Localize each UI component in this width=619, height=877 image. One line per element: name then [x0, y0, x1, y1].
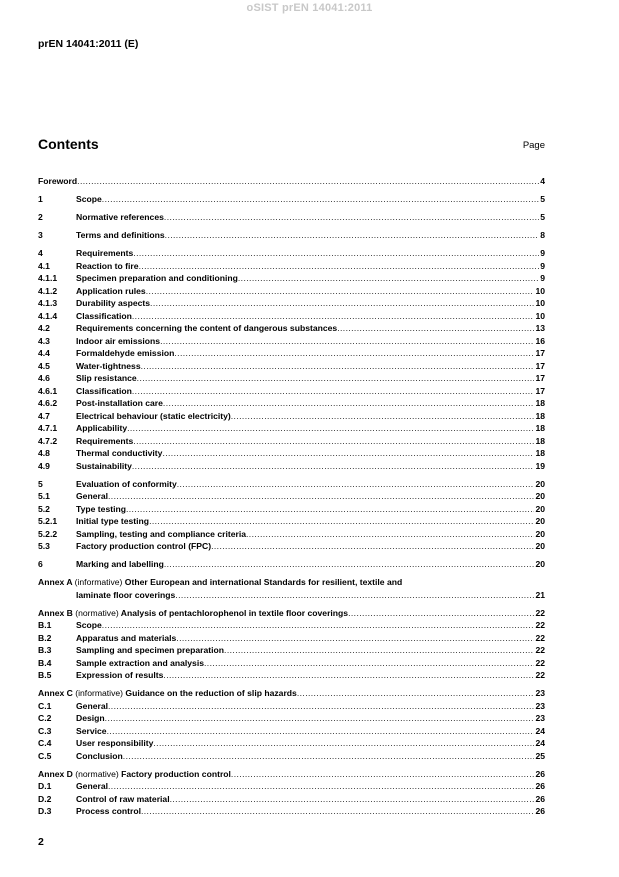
toc-page-number: 17 — [535, 385, 545, 396]
toc-entry[interactable] — [38, 385, 545, 398]
toc-entry[interactable] — [38, 657, 545, 670]
toc-entry[interactable] — [38, 750, 545, 763]
toc-page-number: 20 — [535, 541, 545, 551]
toc-entry-number: 4.7.1 — [38, 423, 58, 433]
toc-page-number: 22 — [535, 632, 545, 643]
toc-entry-title: Application rules — [76, 285, 146, 296]
toc-entry-number: 4.7 — [38, 410, 50, 421]
toc-entry-number: 5 — [38, 478, 43, 489]
toc-page-number: 17 — [535, 348, 545, 358]
dot-leader — [139, 260, 540, 273]
toc-entry-number: 5.3 — [38, 541, 50, 551]
toc-entry[interactable] — [38, 372, 545, 385]
toc-page-number: 18 — [535, 410, 545, 421]
toc-entry-title: Scope — [76, 620, 102, 630]
toc-page-number: 22 — [535, 657, 545, 668]
toc-entry[interactable] — [38, 607, 545, 620]
toc-entry-title: Sustainability — [76, 460, 132, 471]
toc-entry[interactable] — [38, 768, 545, 781]
toc-page-number: 19 — [535, 460, 545, 471]
toc-entry-number: 4.3 — [38, 335, 50, 346]
toc-entry-title: Requirements — [76, 248, 134, 258]
annex-title: Other European and international Standards for resilient, textile and — [124, 577, 403, 587]
toc-entry[interactable] — [38, 410, 545, 423]
toc-page-number: 5 — [540, 194, 545, 204]
toc-entry[interactable] — [38, 322, 545, 335]
toc-page-number: 13 — [535, 323, 545, 333]
toc-entry-number: C.5 — [38, 750, 52, 761]
toc-entry-title: General — [76, 491, 109, 501]
dot-leader — [126, 503, 534, 516]
dot-leader — [132, 385, 535, 398]
toc-entry[interactable] — [38, 460, 545, 473]
toc-entry[interactable] — [38, 297, 545, 310]
toc-entry[interactable] — [38, 576, 545, 589]
annex-title: Factory production control — [121, 768, 231, 779]
toc-entry[interactable] — [38, 503, 545, 516]
toc-page-number: 22 — [535, 645, 545, 655]
toc-entry-title: Thermal conductivity — [76, 448, 163, 458]
toc-page-number: 22 — [535, 670, 545, 680]
toc-page-number: 22 — [535, 607, 545, 618]
document-identifier: prEN 14041:2011 (E) — [38, 38, 139, 50]
toc-entry-title: Normative references — [76, 212, 164, 222]
annex-type: (informative) — [75, 688, 124, 698]
toc-entry[interactable] — [38, 805, 545, 818]
annex-title: Guidance on the reduction of slip hazards — [125, 688, 297, 698]
toc-entry[interactable] — [38, 619, 545, 632]
toc-page-number: 26 — [535, 768, 545, 779]
toc-entry[interactable] — [38, 435, 545, 448]
dot-leader — [108, 490, 534, 503]
dot-leader — [150, 297, 534, 310]
dot-leader — [127, 422, 534, 435]
toc-entry-title: Type testing — [76, 503, 126, 514]
dot-leader — [174, 347, 534, 360]
toc-entry-number: 4.6.2 — [38, 398, 58, 408]
toc-entry-number: 4.1.1 — [38, 273, 58, 283]
toc-entry-title — [38, 607, 348, 620]
dot-leader — [246, 528, 534, 541]
dot-leader — [141, 360, 535, 373]
toc-entry-number: 4.2 — [38, 323, 50, 333]
dot-leader — [162, 447, 534, 460]
toc-entry-title: Sampling, testing and compliance criteria — [76, 528, 247, 539]
contents-heading: Contents — [38, 136, 99, 152]
toc-entry-number: B.2 — [38, 632, 52, 643]
toc-entry[interactable] — [38, 478, 545, 491]
toc-entry-title: Water-tightness — [76, 360, 141, 371]
toc-entry[interactable] — [38, 632, 545, 645]
annex-title: Analysis of pentachlorophenol in textile floor coverings — [120, 607, 349, 618]
toc-entry-title — [38, 576, 402, 589]
toc-page-number: 10 — [535, 298, 545, 308]
toc-page-number: 20 — [535, 528, 545, 539]
toc-entry-number: C.4 — [38, 738, 52, 748]
dot-leader — [164, 558, 535, 571]
toc-entry-title: Expression of results — [76, 670, 164, 680]
toc-entry-title: Factory production control (FPC) — [76, 541, 212, 551]
toc-page-number: 9 — [540, 273, 545, 283]
toc-page-number: 10 — [535, 310, 545, 321]
dot-leader — [133, 435, 534, 448]
toc-entry-number: 4.9 — [38, 460, 50, 471]
toc-entry-number: 4.8 — [38, 448, 50, 458]
toc-entry[interactable] — [38, 737, 545, 750]
toc-page-number: 23 — [535, 700, 545, 711]
toc-entry-title: Durability aspects — [76, 298, 151, 308]
toc-page-number: 25 — [535, 750, 545, 761]
toc-entry-number: 4.4 — [38, 348, 50, 358]
toc-entry-number: 5.2.1 — [38, 516, 58, 526]
dot-leader — [348, 607, 534, 620]
annex-type: (normative) — [75, 607, 119, 618]
toc-entry-title: Process control — [76, 806, 141, 816]
toc-entry-title: Requirements — [76, 435, 134, 446]
dot-leader — [132, 310, 535, 323]
annex-label: Annex D — [38, 768, 73, 779]
toc-entry-title: Scope — [76, 194, 102, 204]
toc-entry[interactable] — [38, 347, 545, 360]
toc-entry-title: Classification — [76, 385, 132, 396]
page-number: 2 — [38, 836, 44, 848]
toc-entry[interactable] — [38, 285, 545, 298]
dot-leader — [337, 322, 534, 335]
toc-entry[interactable] — [38, 447, 545, 460]
toc-entry-title — [38, 768, 231, 781]
toc-entry-number: C.1 — [38, 700, 52, 711]
toc-entry-title: Service — [76, 725, 107, 736]
toc-entry[interactable] — [38, 644, 545, 657]
dot-leader — [175, 589, 534, 602]
toc-entry-title: Reaction to fire — [76, 260, 139, 271]
toc-entry[interactable] — [38, 229, 545, 242]
toc-entry-title: Foreword — [38, 176, 78, 186]
dot-leader — [231, 768, 535, 781]
dot-leader — [105, 712, 535, 725]
dot-leader — [231, 410, 535, 423]
toc-entry[interactable] — [38, 540, 545, 553]
toc-entry[interactable] — [38, 700, 545, 713]
toc-entry-number: D.2 — [38, 793, 52, 804]
toc-entry-number: 4.1.3 — [38, 298, 58, 308]
toc-page-number: 24 — [535, 725, 545, 736]
toc-entry-number: B.4 — [38, 657, 52, 668]
toc-entry-title — [38, 687, 297, 700]
toc-entry-number: 4.7.2 — [38, 435, 58, 446]
dot-leader — [153, 737, 534, 750]
toc-entry-title: Sample extraction and analysis — [76, 657, 205, 668]
dot-leader — [297, 687, 535, 700]
toc-entry-number: D.1 — [38, 781, 52, 791]
toc-entry-number: B.1 — [38, 620, 52, 630]
toc-entry-number: B.3 — [38, 645, 52, 655]
toc-entry-number: 2 — [38, 212, 43, 222]
toc-entry-number: 4.5 — [38, 360, 50, 371]
toc-entry-number: D.3 — [38, 806, 52, 816]
toc-entry-number: 5.1 — [38, 491, 50, 501]
dot-leader — [170, 793, 535, 806]
toc-entry-title: Evaluation of conformity — [76, 478, 177, 489]
toc-entry-title: General — [76, 700, 109, 711]
toc-entry-number: 4.1.4 — [38, 310, 58, 321]
toc-entry-number: 4.1 — [38, 260, 50, 271]
dot-leader — [137, 372, 535, 385]
toc-entry[interactable] — [38, 490, 545, 503]
dot-leader — [123, 750, 535, 763]
dot-leader — [102, 619, 535, 632]
dot-leader — [176, 632, 534, 645]
dot-leader — [164, 211, 539, 224]
toc-entry-title: User responsibility — [76, 738, 154, 748]
toc-entry-title: Control of raw material — [76, 793, 170, 804]
toc-entry-title: Design — [76, 713, 105, 723]
toc-entry-title: Electrical behaviour (static electricity) — [76, 410, 231, 421]
toc-entry-title: Indoor air emissions — [76, 335, 161, 346]
toc-entry-title: Specimen preparation and conditioning — [76, 273, 238, 283]
toc-entry[interactable] — [38, 793, 545, 806]
toc-page-number: 8 — [540, 230, 545, 240]
toc-entry[interactable] — [38, 712, 545, 725]
toc-page-number: 20 — [535, 478, 545, 489]
dot-leader — [107, 725, 535, 738]
dot-leader — [224, 644, 534, 657]
toc-page-number: 21 — [535, 589, 545, 600]
toc-entry[interactable] — [38, 272, 545, 285]
toc-entry[interactable] — [38, 780, 545, 793]
toc-page-number: 24 — [535, 738, 545, 748]
dot-leader — [165, 229, 540, 242]
toc-page-number: 10 — [535, 285, 545, 296]
watermark: oSIST prEN 14041:2011 — [246, 2, 373, 14]
toc-page-number: 26 — [535, 793, 545, 804]
toc-page-number: 20 — [535, 491, 545, 501]
toc-entry-number: 6 — [38, 559, 43, 569]
toc-entry[interactable] — [38, 310, 545, 323]
toc-page-number: 18 — [535, 435, 545, 446]
dot-leader — [77, 175, 539, 188]
toc-entry-title: Initial type testing — [76, 516, 150, 526]
toc-entry-number: 5.2.2 — [38, 528, 58, 539]
toc-entry-title: Formaldehyde emission — [76, 348, 175, 358]
toc-entry[interactable] — [38, 175, 545, 188]
annex-title-continued: laminate floor coverings — [76, 589, 176, 600]
toc-page-number: 4 — [540, 176, 545, 186]
toc-entry-continuation[interactable] — [38, 589, 545, 602]
toc-page-number: 26 — [535, 806, 545, 816]
toc-entry[interactable] — [38, 360, 545, 373]
toc-entry-number: 4.6.1 — [38, 385, 58, 396]
toc-page-number: 18 — [535, 423, 545, 433]
toc-page-number: 23 — [535, 713, 545, 723]
toc-entry-number: B.5 — [38, 670, 52, 680]
toc-entry-number: 4.6 — [38, 373, 50, 383]
toc-page-number: 18 — [535, 398, 545, 408]
annex-label: Annex C — [38, 688, 73, 698]
toc-entry[interactable] — [38, 247, 545, 260]
toc-entry[interactable] — [38, 558, 545, 571]
toc-entry-title: Applicability — [76, 423, 128, 433]
dot-leader — [146, 285, 535, 298]
toc-entry-title: Requirements concerning the content of dangerous substances — [76, 323, 338, 333]
toc-entry[interactable] — [38, 515, 545, 528]
dot-leader — [108, 700, 534, 713]
dot-leader — [177, 478, 535, 491]
toc-entry[interactable] — [38, 669, 545, 682]
toc-entry-number: C.2 — [38, 713, 52, 723]
dot-leader — [149, 515, 534, 528]
toc-entry[interactable] — [38, 397, 545, 410]
toc-entry-title: Conclusion — [76, 750, 123, 761]
toc-entry-number: 1 — [38, 194, 43, 204]
toc-page-number: 23 — [535, 688, 545, 698]
toc-page-number: 20 — [535, 516, 545, 526]
toc-entry-title: Post-installation care — [76, 398, 163, 408]
dot-leader — [163, 397, 535, 410]
toc-page-number: 16 — [535, 335, 545, 346]
dot-leader — [238, 272, 539, 285]
toc-entry-number: 4 — [38, 248, 43, 258]
page-column-label: Page — [522, 140, 545, 151]
dot-leader — [160, 335, 534, 348]
toc-page-number: 18 — [535, 448, 545, 458]
dot-leader — [211, 540, 534, 553]
toc-page-number: 17 — [535, 373, 545, 383]
dot-leader — [141, 805, 534, 818]
toc-entry-title: Slip resistance — [76, 373, 137, 383]
dot-leader — [163, 669, 534, 682]
toc-entry-title: Terms and definitions — [76, 230, 165, 240]
toc-entry[interactable] — [38, 335, 545, 348]
toc-entry-title: General — [76, 781, 109, 791]
dot-leader — [204, 657, 534, 670]
toc-entry-number: 4.1.2 — [38, 285, 58, 296]
toc-entry[interactable] — [38, 260, 545, 273]
dot-leader — [133, 247, 539, 260]
toc-page-number: 17 — [535, 360, 545, 371]
toc-page-number: 20 — [535, 559, 545, 569]
toc-entry-title: Classification — [76, 310, 132, 321]
toc-entry[interactable] — [38, 211, 545, 224]
toc-page-number: 26 — [535, 781, 545, 791]
toc-entry-title: Sampling and specimen preparation — [76, 645, 225, 655]
toc-entry-number: C.3 — [38, 725, 52, 736]
annex-type: (informative) — [74, 577, 123, 587]
table-of-contents — [38, 175, 545, 818]
dot-leader — [132, 460, 535, 473]
toc-entry-number: 5.2 — [38, 503, 50, 514]
dot-leader — [108, 780, 534, 793]
toc-page-number: 20 — [535, 503, 545, 514]
toc-entry[interactable] — [38, 725, 545, 738]
dot-leader — [102, 193, 539, 206]
toc-page-number: 5 — [540, 212, 545, 222]
toc-entry-number: 3 — [38, 230, 43, 240]
toc-page-number: 9 — [540, 248, 545, 258]
toc-entry[interactable] — [38, 193, 545, 206]
annex-type: (normative) — [75, 768, 119, 779]
toc-page-number: 9 — [540, 260, 545, 271]
toc-entry[interactable] — [38, 687, 545, 700]
toc-entry[interactable] — [38, 528, 545, 541]
toc-entry-title: Marking and labelling — [76, 559, 164, 569]
annex-label: Annex A — [38, 577, 73, 587]
toc-page-number: 22 — [535, 620, 545, 630]
toc-entry-title: Apparatus and materials — [76, 632, 177, 643]
annex-label: Annex B — [38, 607, 73, 618]
toc-entry[interactable] — [38, 422, 545, 435]
